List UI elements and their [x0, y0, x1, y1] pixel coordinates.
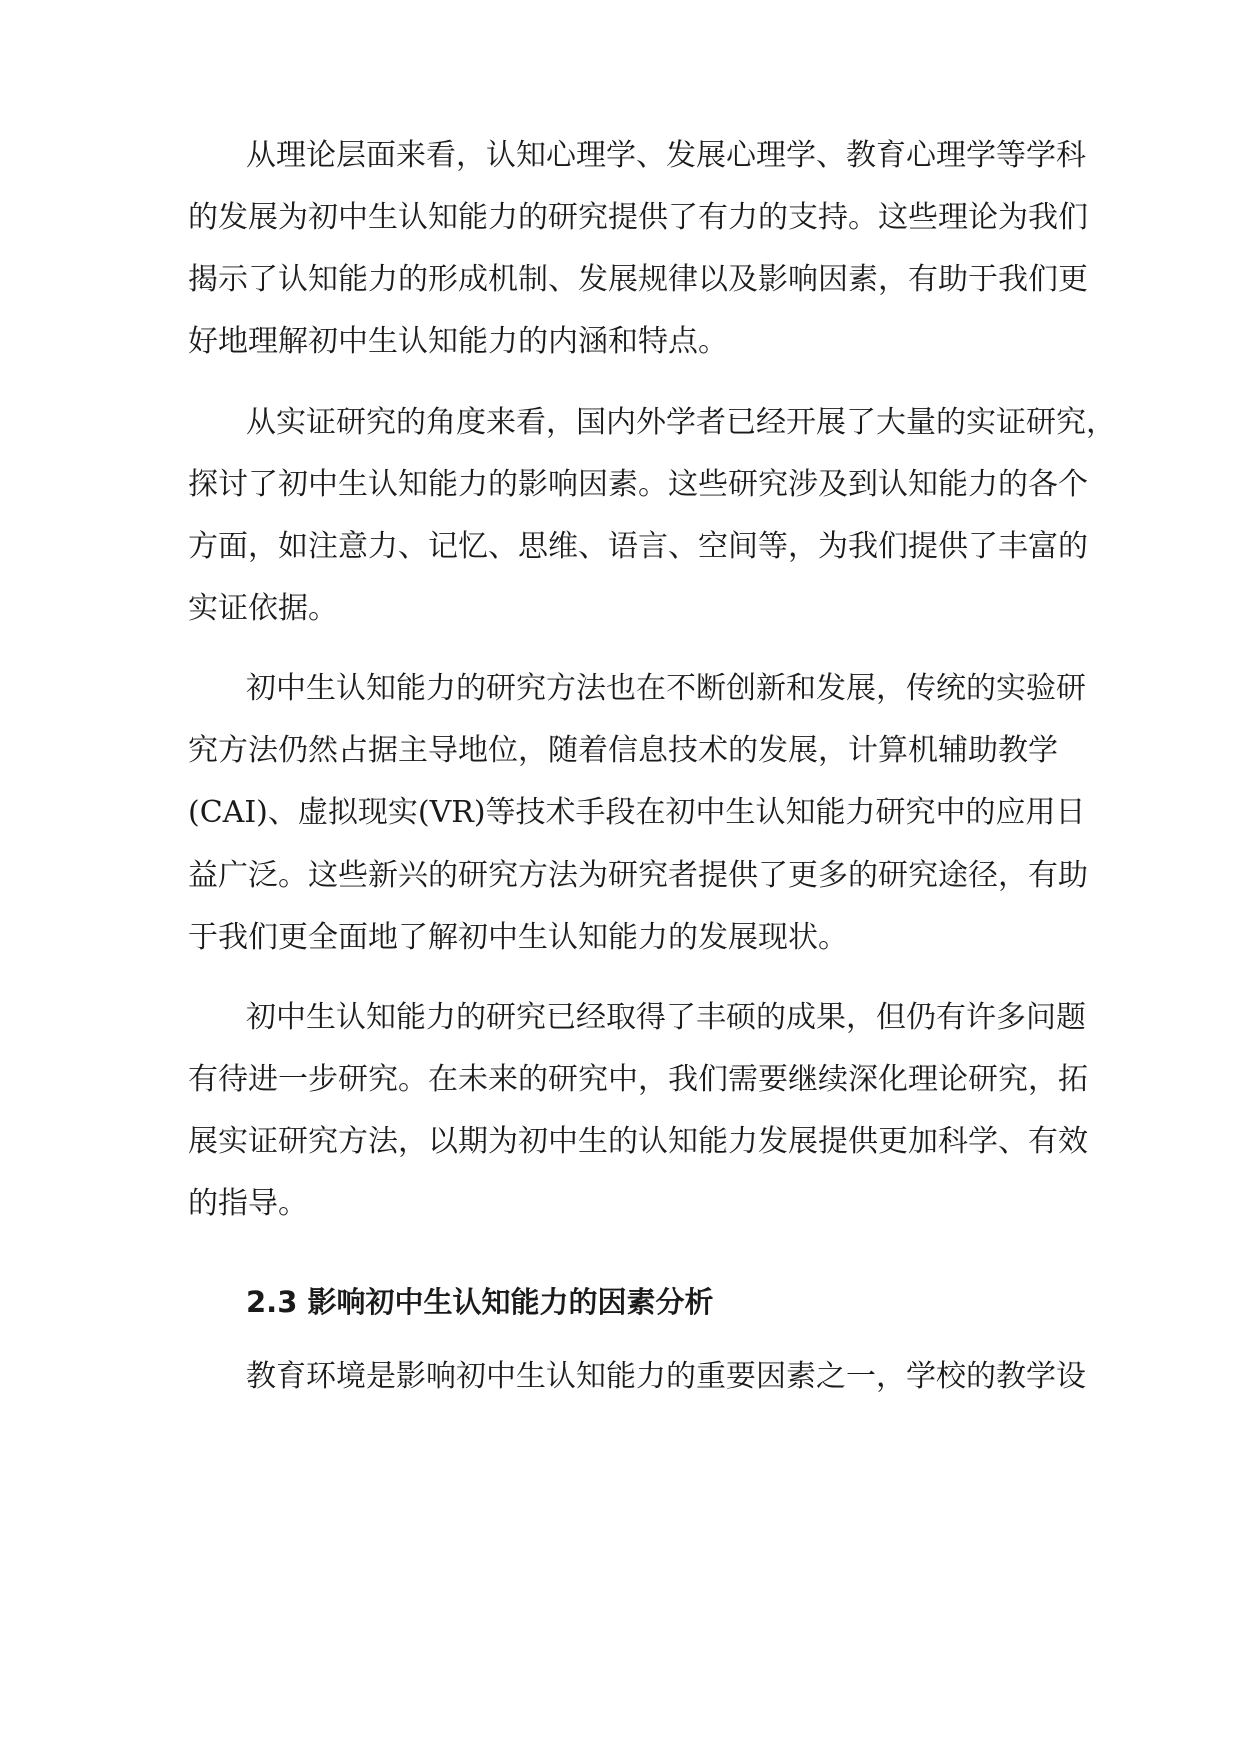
paragraph-2-line-4: 实证依据。: [188, 591, 338, 626]
paragraph-2-line-3: 方面，如注意力、记忆、思维、语言、空间等，为我们提供了丰富的: [188, 529, 1088, 564]
paragraph-2-line-1: 从实证研究的角度来看，国内外学者已经开展了大量的实证研究，: [246, 405, 1116, 440]
paragraph-1-line-4: 好地理解初中生认知能力的内涵和特点。: [188, 324, 728, 359]
paragraph-3-line-2: 究方法仍然占据主导地位，随着信息技术的发展，计算机辅助教学: [188, 733, 1058, 768]
paragraph-3-line-3: (CAI)、虚拟现实(VR)等技术手段在初中生认知能力研究中的应用日: [188, 795, 1086, 830]
paragraph-1-line-3: 揭示了认知能力的形成机制、发展规律以及影响因素，有助于我们更: [188, 262, 1088, 297]
paragraph-4-line-4: 的指导。: [188, 1186, 308, 1221]
paragraph-3-line-1: 初中生认知能力的研究方法也在不断创新和发展，传统的实验研: [246, 671, 1086, 706]
paragraph-4-line-1: 初中生认知能力的研究已经取得了丰硕的成果，但仍有许多问题: [246, 1000, 1086, 1035]
paragraph-3-line-5: 于我们更全面地了解初中生认知能力的发展现状。: [188, 920, 848, 955]
paragraph-1-line-1: 从理论层面来看，认知心理学、发展心理学、教育心理学等学科: [246, 138, 1086, 173]
paragraph-3-line-4: 益广泛。这些新兴的研究方法为研究者提供了更多的研究途径，有助: [188, 858, 1088, 893]
paragraph-5-line-1: 教育环境是影响初中生认知能力的重要因素之一，学校的教学设: [246, 1359, 1086, 1394]
paragraph-2-line-2: 探讨了初中生认知能力的影响因素。这些研究涉及到认知能力的各个: [188, 467, 1088, 502]
section-heading: 2.3 影响初中生认知能力的因素分析: [246, 1285, 714, 1319]
paragraph-1-line-2: 的发展为初中生认知能力的研究提供了有力的支持。这些理论为我们: [188, 200, 1088, 235]
paragraph-4-line-2: 有待进一步研究。在未来的研究中，我们需要继续深化理论研究，拓: [188, 1062, 1088, 1097]
paragraph-4-line-3: 展实证研究方法，以期为初中生的认知能力发展提供更加科学、有效: [188, 1124, 1088, 1159]
